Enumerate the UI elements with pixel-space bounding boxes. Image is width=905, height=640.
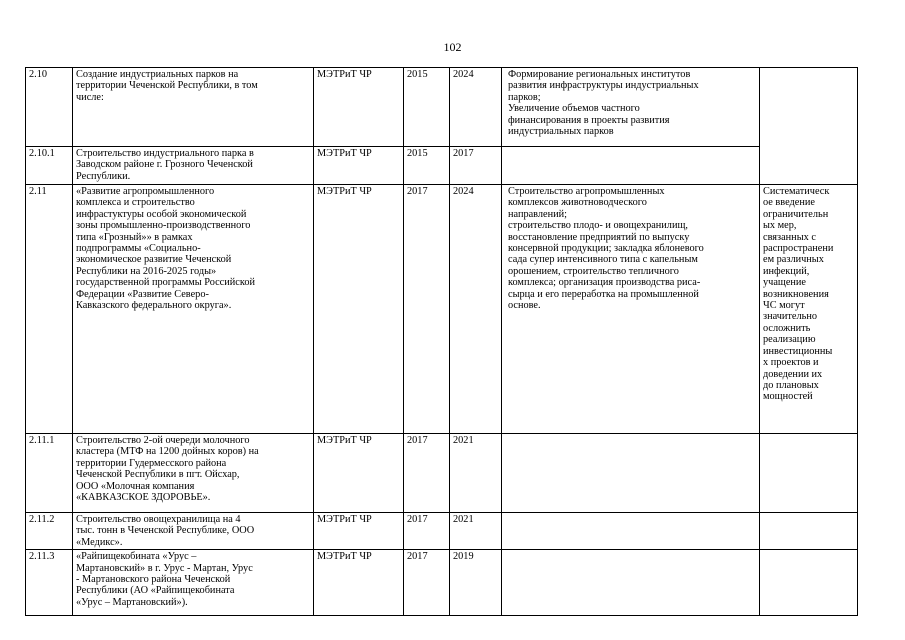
row-number: 2.10.1	[26, 147, 73, 185]
end-year: 2019	[450, 550, 502, 616]
measure-name: Строительство 2-ой очереди молочного кластера (МТФ на 1200 дойных коров) на территории Гудермесского района Чеченской Республики в пгт. Ойсхар, ООО «Молочная компания «КАВКАЗСКОЕ ЗДОРОВЬЕ».	[73, 434, 314, 513]
expected-result	[502, 434, 760, 513]
measure-name: Строительство индустриального парка в Заводском районе г. Грозного Чеченской Республики.	[73, 147, 314, 185]
measure-name: Создание индустриальных парков на территории Чеченской Республики, в том числе:	[73, 68, 314, 147]
table-row	[26, 434, 858, 513]
executor: МЭТРиТ ЧР	[314, 147, 404, 185]
start-year: 2017	[404, 513, 450, 550]
executor: МЭТРиТ ЧР	[314, 550, 404, 616]
start-year: 2017	[404, 550, 450, 616]
expected-result	[502, 513, 760, 550]
risk-description	[760, 513, 858, 550]
measures-table	[25, 67, 858, 616]
row-number: 2.11.3	[26, 550, 73, 616]
risk-description: Систематическ ое введение ограничительн ых мер, связанных с распространени ем различных инфекций, учащение возникновения ЧС могут значительно осложнить реализацию инвестиционны х проектов и доведении их до плановых мощностей	[760, 185, 858, 434]
executor: МЭТРиТ ЧР	[314, 185, 404, 434]
executor: МЭТРиТ ЧР	[314, 434, 404, 513]
end-year: 2021	[450, 513, 502, 550]
row-number: 2.11.2	[26, 513, 73, 550]
start-year: 2015	[404, 68, 450, 147]
end-year: 2017	[450, 147, 502, 185]
table-row	[26, 513, 858, 550]
start-year: 2017	[404, 185, 450, 434]
row-number: 2.10	[26, 68, 73, 147]
expected-result: Формирование региональных институтов развития инфраструктуры индустриальных парков; Увеличение объемов частного финансирования в проекты развития индустриальных парков	[502, 68, 760, 147]
page-number: 102	[443, 40, 462, 54]
table-row	[26, 147, 858, 185]
expected-result	[502, 147, 760, 185]
risk-description	[760, 550, 858, 616]
row-number: 2.11	[26, 185, 73, 434]
row-number: 2.11.1	[26, 434, 73, 513]
measure-name: Строительство овощехранилища на 4 тыс. тонн в Чеченской Республике, ООО «Медикс».	[73, 513, 314, 550]
risk-description	[760, 68, 858, 185]
table-row	[26, 550, 858, 616]
measure-name: «Развитие агропромышленного комплекса и строительство инфрастуктуры особой экономической зоны промышленно-производственного типа «Грозный»» в рамках подпрограммы «Социально- экономическое развитие Чеченской Республики на 2016-2025 годы» государственной программы Российской Федерации «Развитие Северо- Кавказского федерального округа».	[73, 185, 314, 434]
end-year: 2021	[450, 434, 502, 513]
start-year: 2015	[404, 147, 450, 185]
expected-result: Строительство агропромышленных комплексов животноводческого направлений; строительство плодо- и овощехранилищ, восстановление предприятий по выпуску консервной продукции; закладка яблоневого сада супер интенсивного типа с капельным орошением, строительство тепличного комплекса; организация производства риса- сырца и его переработка на промышленной основе.	[502, 185, 760, 434]
table-row	[26, 68, 858, 147]
end-year: 2024	[450, 68, 502, 147]
table-row	[26, 185, 858, 434]
executor: МЭТРиТ ЧР	[314, 513, 404, 550]
measure-name: «Райпищекобината «Урус – Мартановский» в г. Урус - Мартан, Урус - Мартановского района Чеченской Республики (АО «Райпищекобината «Урус – Мартановский»).	[73, 550, 314, 616]
executor: МЭТРиТ ЧР	[314, 68, 404, 147]
risk-description	[760, 434, 858, 513]
expected-result	[502, 550, 760, 616]
end-year: 2024	[450, 185, 502, 434]
start-year: 2017	[404, 434, 450, 513]
